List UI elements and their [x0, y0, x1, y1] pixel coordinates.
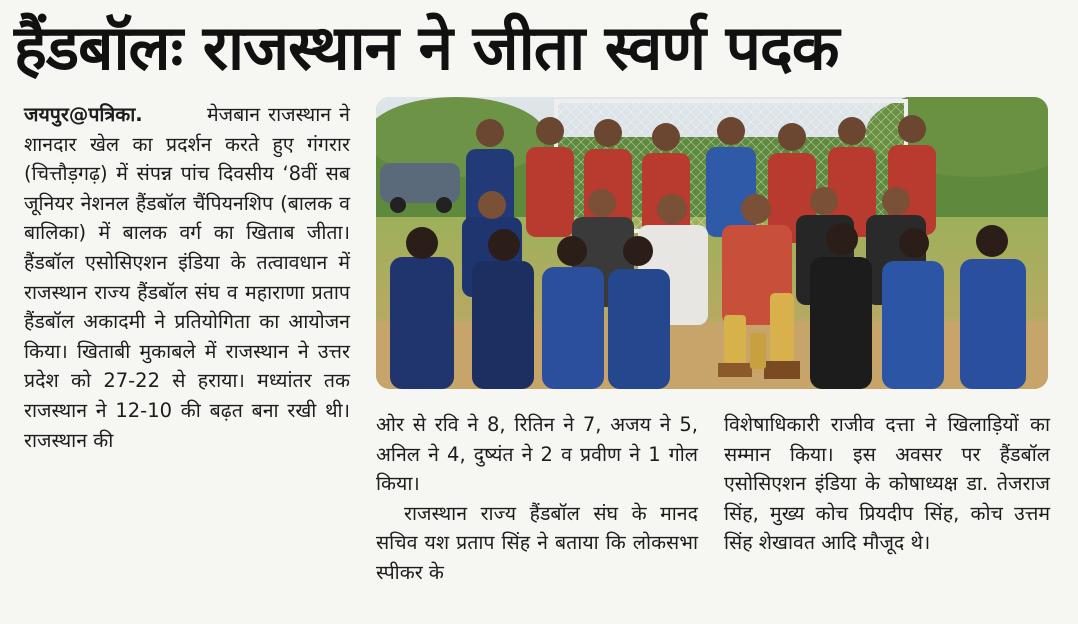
article-column-2 [376, 410, 698, 620]
team-photo [376, 97, 1048, 389]
article-text-col2-para2: राजस्थान राज्य हैंडबॉल संघ के मानद सचिव यश प्रताप सिंह ने बताया कि लोकसभा स्पीकर के [376, 501, 698, 584]
article-text-col1: मेजबान राजस्थान ने शानदार खेल का प्रदर्शन करते हुए गंगरार (चित्तौड़गढ़) में संपन्न पांच दिवसीय ‘8वीं सब जूनियर नेशनल हैंडबॉल चैंपियनशिप (बालक व बालिका) में बालक वर्ग का खिताब जीता। हैंडबॉल एसोसिएशन इंडिया के तत्वावधान में राजस्थान राज्य हैंडबॉल संघ व महाराणा प्रताप हैंडबॉल अकादमी ने प्रतियोगिता का आयोजन किया। खिताबी मुकाबले में राजस्थान ने उत्तर प्रदेश को 27-22 से हराया। मध्यांतर तक राजस्थान ने 12-10 की बढ़त बना रखी थी। राजस्थान की [24, 103, 350, 452]
dateline: जयपुर@पत्रिका. [24, 103, 143, 126]
article-text-col3: विशेषाधिकारी राजीव दत्ता ने खिलाड़ियों का सम्मान किया। इस अवसर पर हैंडबॉल एसोसिएशन इंडिया के कोषाध्यक्ष डा. तेजराज सिंह, मुख्य कोच प्रियदीप सिंह, कोच उत्तम सिंह शेखावत आदि मौजूद थे। [724, 413, 1050, 555]
article-text-col2-para1: ओर से रवि ने 8, रितिन ने 7, अजय ने 5, अनिल ने 4, दुष्यंत ने 2 व प्रवीण ने 1 गोल किया। [376, 413, 698, 496]
headline: हैंडबॉलः राजस्थान ने जीता स्वर्ण पदक [14, 11, 839, 84]
article-column-1 [24, 100, 350, 620]
article-column-3 [724, 410, 1050, 620]
